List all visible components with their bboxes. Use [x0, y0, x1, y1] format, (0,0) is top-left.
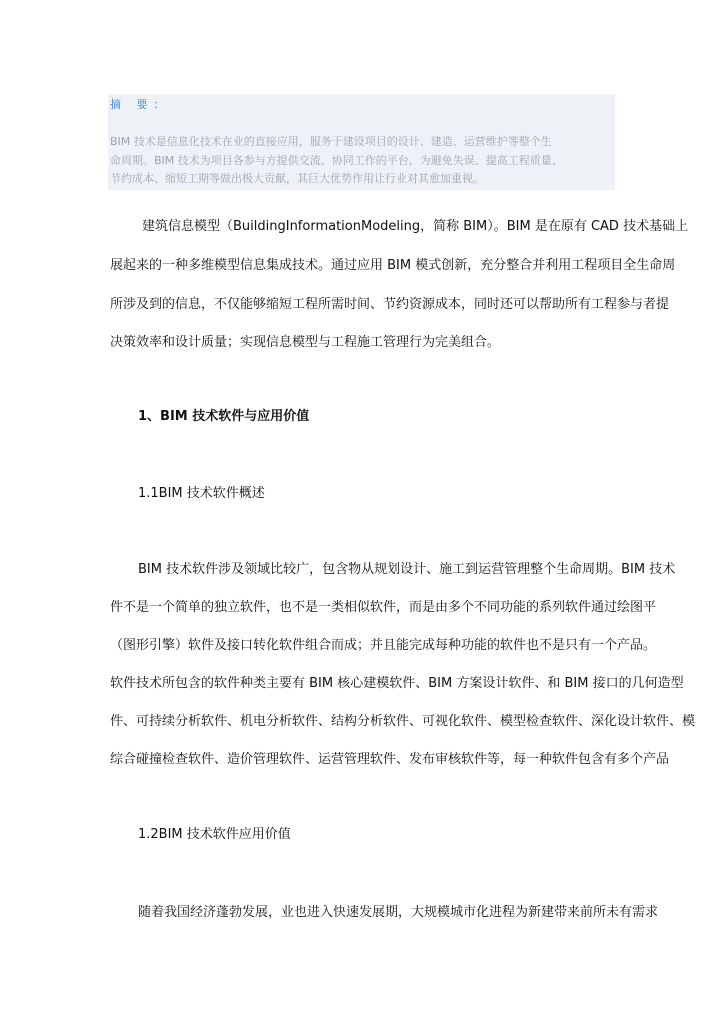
- abstract-line: 节约成本、缩短工期等做出极大贡献，其巨大优势作用让行业对其愈加重视。: [110, 172, 484, 185]
- abstract-line: BIM 技术是信息化技术在业的直接应用，服务于建设项目的设计、建造、运营维护等整个生: [110, 135, 552, 148]
- body-line: BIM 技术软件涉及领域比较广，包含物从规划设计、施工到运营管理整个生命周期。BIM 技术: [138, 562, 676, 577]
- intro-line: 决策效率和设计质量；实现信息模型与工程施工管理行为完美组合。: [110, 335, 501, 350]
- body-line: 综合碰撞检查软件、造价管理软件、运营管理软件、发布审核软件等，每一种软件包含有多个产品: [110, 752, 670, 767]
- body-line: 软件技术所包含的软件种类主要有 BIM 核心建模软件、BIM 方案设计软件、和 BIM 接口的几何造型: [110, 676, 684, 691]
- intro-line: 建筑信息模型（BuildingInformationModeling，简称 BIM）。BIM 是在原有 CAD 技术基础上: [142, 219, 689, 234]
- body-line: 件不是一个简单的独立软件，也不是一类相似软件，而是由多个不同功能的系列软件通过绘图平: [110, 600, 657, 615]
- abstract-line: 命周期。BIM 技术为项目各参与方提供交流、协同工作的平台，为避免失误、提高工程质量、: [110, 154, 563, 167]
- subsection-heading: 1.2BIM 技术软件应用价值: [138, 827, 291, 842]
- body-line: （图形引擎）软件及接口转化软件组合而成；并且能完成每种功能的软件也不是只有一个产品。: [110, 638, 657, 653]
- section-heading: 1、BIM 技术软件与应用价值: [138, 409, 310, 424]
- intro-line: 展起来的一种多维模型信息集成技术。通过应用 BIM 模式创新，充分整合并利用工程项目全生命周: [110, 258, 676, 273]
- body-line: 件、可持续分析软件、机电分析软件、结构分析软件、可视化软件、模型检查软件、深化设计软件、模: [110, 714, 696, 729]
- intro-line: 所涉及到的信息，不仅能够缩短工程所需时间、节约资源成本，同时还可以帮助所有工程参与者提: [110, 297, 670, 312]
- body-line: 随着我国经济蓬勃发展，业也进入快速发展期，大规模城市化进程为新建带来前所未有需求: [138, 905, 659, 920]
- abstract-label: 摘 要：: [110, 98, 171, 111]
- subsection-heading: 1.1BIM 技术软件概述: [138, 486, 265, 501]
